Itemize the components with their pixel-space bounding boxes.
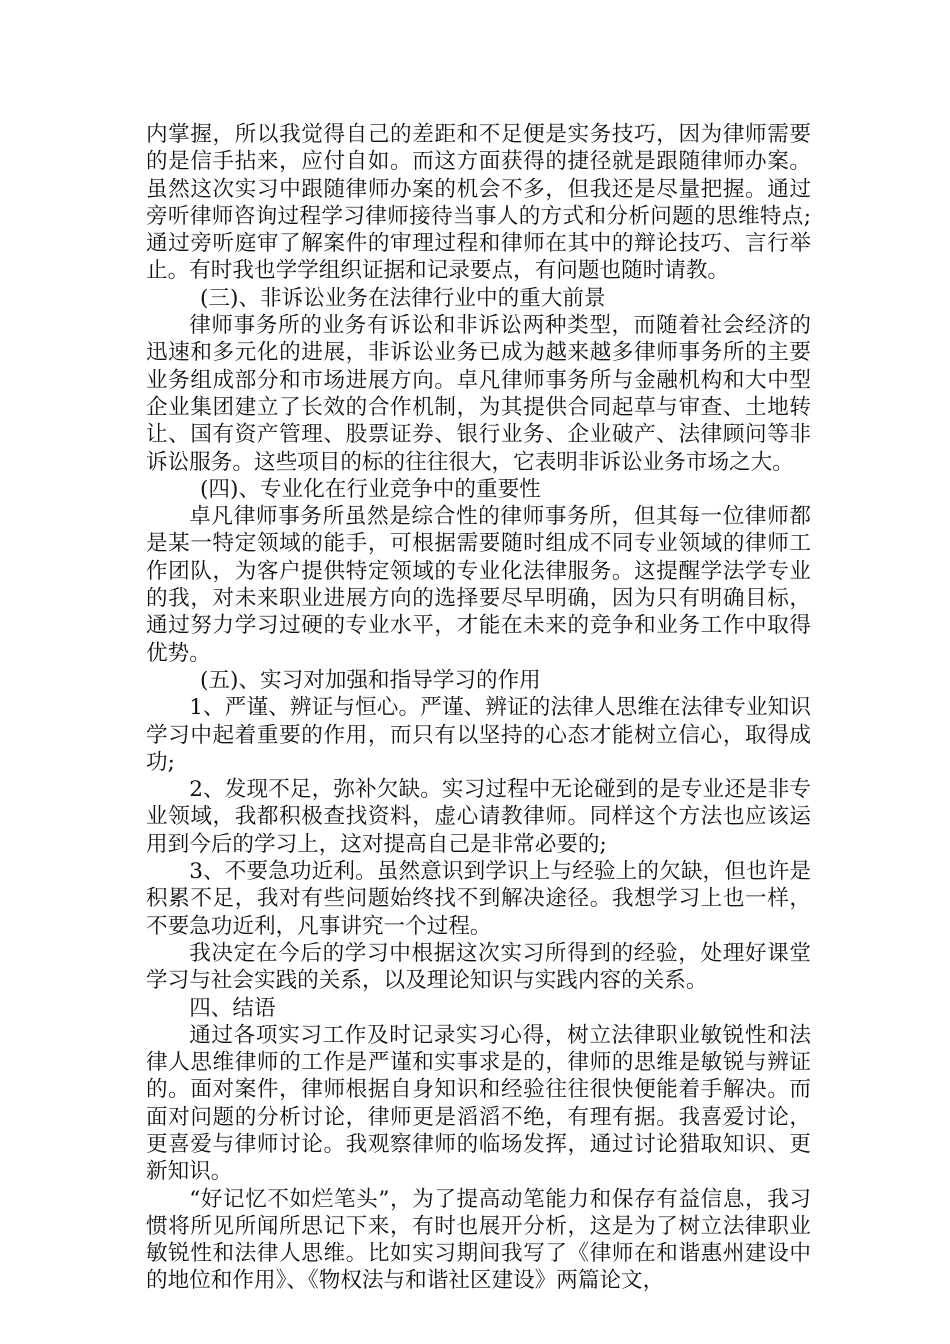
paragraph-decision: 我决定在今后的学习中根据这次实习所得到的经验，处理好课堂学习与社会实践的关系，以及理论知识与实践内容的关系。 bbox=[146, 940, 811, 994]
paragraph-notes: “好记忆不如烂笔头”，为了提高动笔能力和保存有益信息，我习惯将所见所闻所思记下来，有时也展开分析，这是为了树立法律职业敏锐性和法律人思维。比如实习期间我写了《律师在和谐惠州建设中的地位和作用》、《物权法与和谐社区建设》两篇论文， bbox=[146, 1186, 811, 1294]
paragraph-point-3: 3、不要急功近利。虽然意识到学识上与经验上的欠缺，但也许是积累不足，我对有些问题始终找不到解决途径。我想学习上也一样，不要急功近利，凡事讲究一个过程。 bbox=[146, 859, 811, 939]
section-heading-3: (三)、非诉讼业务在法律行业中的重大前景 bbox=[200, 285, 606, 311]
paragraph-specialization: 卓凡律师事务所虽然是综合性的律师事务所，但其每一位律师都是某一特定领域的能手，可根据需要随时组成不同专业领域的律师工作团队，为客户提供特定领域的专业化法律服务。这提醒学法学专业的我，对未来职业进展方向的选择要尽早明确，因为只有明确目标，通过努力学习过硬的专业水平，才能在未来的竞争和业务工作中取得优势。 bbox=[146, 504, 811, 666]
document-page bbox=[146, 121, 811, 1295]
section-heading-conclusion: 四、结语 bbox=[189, 995, 276, 1021]
paragraph-non-litigation: 律师事务所的业务有诉讼和非诉讼两种类型，而随着社会经济的迅速和多元化的进展，非诉讼业务已成为越来越多律师事务所的主要业务组成部分和市场进展方向。卓凡律师事务所与金融机构和大中型企业集团建立了长效的合作机制，为其提供合同起草与审查、土地转让、国有资产管理、股票证券、银行业务、企业破产、法律顾问等非诉讼服务。这些项目的标的往往很大，它表明非诉讼业务市场之大。 bbox=[146, 313, 811, 475]
paragraph-conclusion: 通过各项实习工作及时记录实习心得，树立法律职业敏锐性和法律人思维律师的工作是严谨和实事求是的，律师的思维是敏锐与辨证的。面对案件，律师根据自身知识和经验往往很快便能着手解决。而面对问题的分析讨论，律师更是滔滔不绝，有理有据。我喜爱讨论，更喜爱与律师讨论。我观察律师的临场发挥，通过讨论猎取知识、更新知识。 bbox=[146, 1022, 811, 1185]
section-heading-5: (五)、实习对加强和指导学习的作用 bbox=[200, 667, 541, 693]
section-heading-4: (四)、专业化在行业竞争中的重要性 bbox=[200, 476, 541, 502]
paragraph-intro-continued: 内掌握，所以我觉得自己的差距和不足便是实务技巧，因为律师需要的是信手拈来，应付自如。而这方面获得的捷径就是跟随律师办案。虽然这次实习中跟随律师办案的机会不多，但我还是尽量把握。通过旁听律师咨询过程学习律师接待当事人的方式和分析问题的思维特点;通过旁听庭审了解案件的审理过程和律师在其中的辩论技巧、言行举止。有时我也学学组织证据和记录要点，有问题也随时请教。 bbox=[146, 122, 811, 284]
paragraph-point-1: 1、严谨、辨证与恒心。严谨、辨证的法律人思维在法律专业知识学习中起着重要的作用，而只有以坚持的心态才能树立信心，取得成功; bbox=[146, 695, 811, 775]
paragraph-point-2: 2、发现不足，弥补欠缺。实习过程中无论碰到的是专业还是非专业领域，我都积极查找资料，虚心请教律师。同样这个方法也应该运用到今后的学习上，这对提高自己是非常必要的; bbox=[146, 777, 811, 857]
